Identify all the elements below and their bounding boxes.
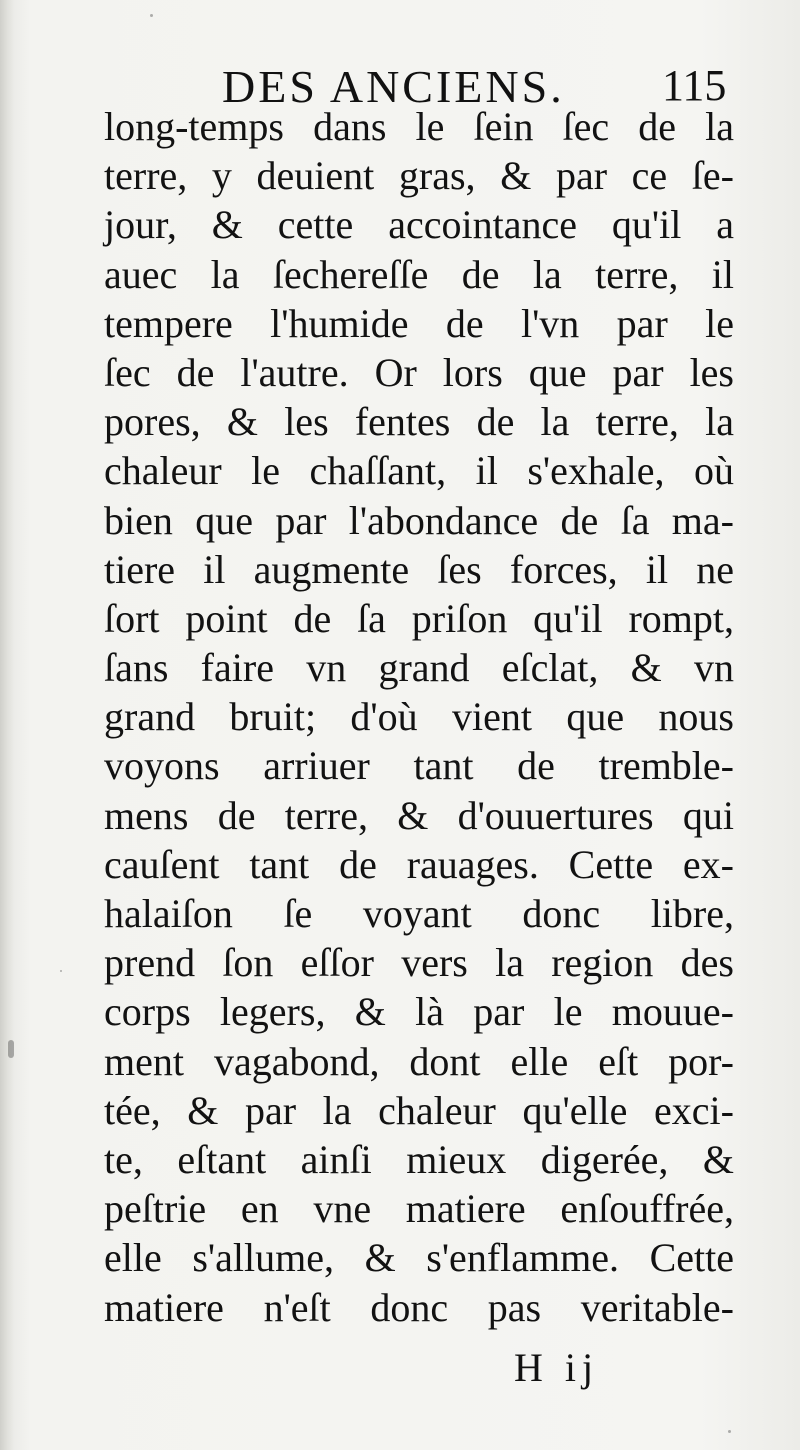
ink-speck	[8, 1040, 14, 1058]
text-line: bien que par l'abondance de ſa ma-	[104, 497, 734, 543]
running-head-title: DES ANCIENS.	[222, 61, 565, 112]
text-line: auec la ſechereſſe de la terre, il	[104, 251, 734, 297]
ink-speck	[150, 14, 153, 17]
text-line: corps legers, & là par le mouue-	[104, 989, 734, 1035]
text-line: te, eſtant ainſi mieux digerée, &	[104, 1136, 734, 1182]
text-line: ſort point de ſa priſon qu'il rompt,	[104, 595, 734, 641]
text-line: ſans faire vn grand eſclat, & vn	[104, 645, 734, 691]
text-line: mens de terre, & d'ouuertures qui	[104, 792, 734, 838]
running-head	[0, 50, 800, 110]
text-line: voyons arriuer tant de tremble-	[104, 743, 734, 789]
text-line: grand bruit; d'où vient que nous	[104, 694, 734, 740]
text-line: ſec de l'autre. Or lors que par les	[104, 349, 734, 395]
text-line: jour, & cette accointance qu'il a	[104, 202, 734, 248]
ink-speck	[60, 970, 62, 972]
text-line: tée, & par la chaleur qu'elle exci-	[104, 1087, 734, 1133]
text-line: long-temps dans le ſein ſec de la	[104, 104, 734, 149]
text-line: terre, y deuient gras, & par ce ſe-	[104, 153, 734, 199]
text-line: prend ſon eſſor vers la region des	[104, 940, 734, 986]
text-line: matiere n'eſt donc pas veritable-	[104, 1284, 734, 1330]
text-line: peſtrie en vne matiere enſouffrée,	[104, 1186, 734, 1232]
text-line: chaleur le chaſſant, il s'exhale, où	[104, 448, 734, 494]
text-line: ment vagabond, dont elle eſt por-	[104, 1038, 734, 1084]
page-number: 115	[662, 61, 727, 110]
page-gutter-edge	[0, 0, 14, 1450]
ink-speck	[728, 1430, 731, 1433]
body-text	[104, 102, 744, 1332]
text-line: tempere l'humide de l'vn par le	[104, 300, 734, 346]
text-line: elle s'allume, & s'enflamme. Cette	[104, 1235, 734, 1281]
text-line: tiere il augmente ſes forces, il ne	[104, 546, 734, 592]
text-line: halaiſon ſe voyant donc libre,	[104, 891, 734, 936]
signature-mark: H ij	[514, 1345, 600, 1390]
text-line: pores, & les fentes de la terre, la	[104, 399, 734, 445]
text-line: cauſent tant de rauages. Cette ex-	[104, 841, 734, 887]
